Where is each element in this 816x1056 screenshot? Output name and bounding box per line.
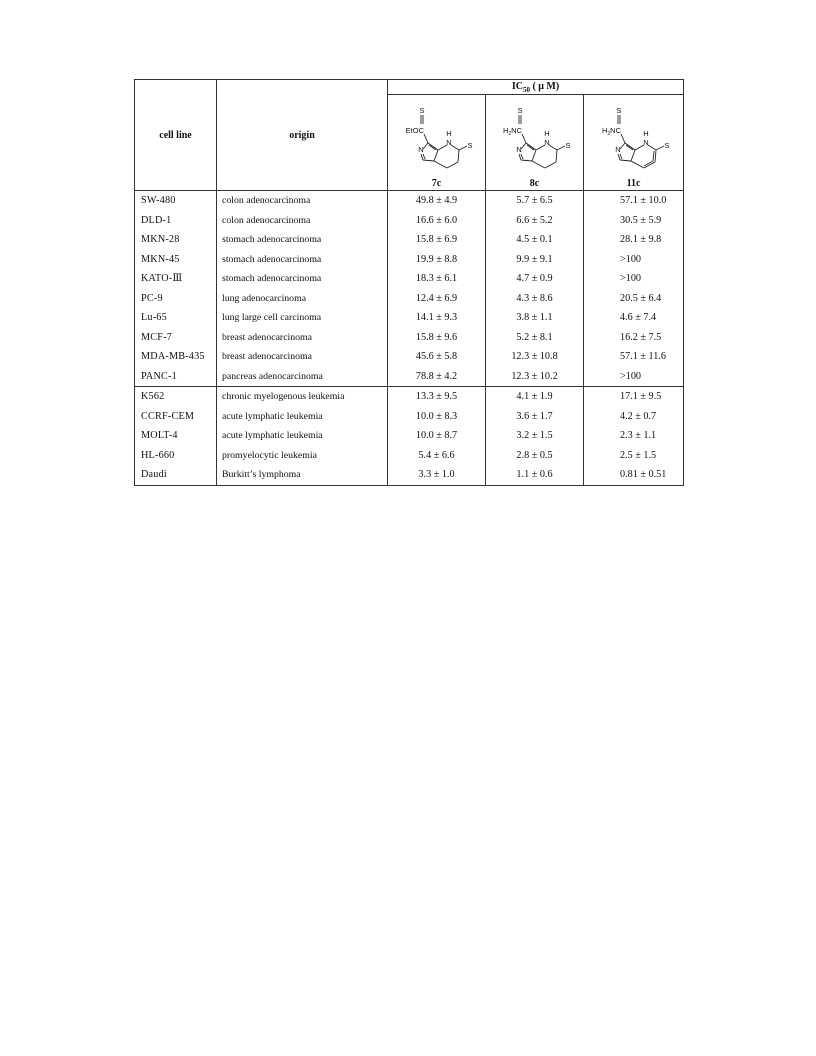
cell-line-name: MCF-7: [135, 328, 217, 348]
ic50-value-7c: 15.8 ± 9.6: [388, 328, 486, 348]
ring-double-bond: [653, 151, 654, 161]
cell-line-name: MKN-28: [135, 230, 217, 250]
ring-bond: [447, 162, 458, 168]
table-row: [135, 426, 684, 446]
cell-line-name: Lu-65: [135, 308, 217, 328]
ic50-value-7c: 45.6 ± 5.8: [388, 347, 486, 367]
cell-origin: stomach adenocarcinoma: [217, 250, 388, 270]
table-row: [135, 289, 684, 309]
amide-h-label: H: [543, 129, 550, 138]
ic50-value-7c: 3.3 ± 1.0: [388, 465, 486, 485]
ic50-value-8c: 12.3 ± 10.8: [486, 347, 584, 367]
compound-8c-structure: [495, 103, 575, 179]
cell-line-name: Daudi: [135, 465, 217, 485]
table-row: [135, 407, 684, 427]
ring-bond: [434, 161, 447, 168]
cell-origin: stomach adenocarcinoma: [217, 230, 388, 250]
ring-bond: [620, 160, 631, 161]
ring-bond: [631, 161, 644, 168]
ic50-value-8c: 9.9 ± 9.1: [486, 250, 584, 270]
ring-bond: [521, 143, 526, 149]
thio-sulfur-label: S: [516, 106, 523, 115]
cell-line-name: MDA-MB-435: [135, 347, 217, 367]
imidazole-n-label: N: [417, 145, 424, 154]
thio-sulfur-label: S: [418, 106, 425, 115]
ring-bond: [655, 150, 656, 162]
ic50-value-11c: >100: [584, 269, 684, 289]
ic50-value-11c: 20.5 ± 6.4: [584, 289, 684, 309]
cell-line-name: MKN-45: [135, 250, 217, 270]
ring-bond: [620, 143, 625, 149]
ring-double-bond: [620, 154, 622, 159]
ic50-value-8c: 4.1 ± 1.9: [486, 387, 584, 407]
ring-bond: [648, 145, 656, 150]
ic50-value-7c: 10.0 ± 8.3: [388, 407, 486, 427]
cell-origin: stomach adenocarcinoma: [217, 269, 388, 289]
ic50-value-7c: 15.8 ± 6.9: [388, 230, 486, 250]
ic50-value-8c: 6.6 ± 5.2: [486, 211, 584, 231]
structure-8c: [486, 95, 584, 180]
ring-sulfur-label: S: [664, 141, 670, 150]
thione-bond: [459, 146, 467, 150]
ic50-value-7c: 5.4 ± 6.6: [388, 446, 486, 466]
ic50-value-11c: 0.81 ± 0.51: [584, 465, 684, 485]
table-body: [135, 191, 684, 486]
ring-bond: [526, 143, 536, 150]
amide-h-label: H: [445, 129, 452, 138]
ring-bond: [421, 154, 423, 160]
table-row: [135, 367, 684, 387]
ic50-value-7c: 18.3 ± 6.1: [388, 269, 486, 289]
ic50-value-7c: 16.6 ± 6.0: [388, 211, 486, 231]
table-row: [135, 446, 684, 466]
ethoxy-carbon-label: EtOC: [405, 126, 424, 135]
table-row: [135, 347, 684, 367]
ic50-value-8c: 5.7 ± 6.5: [486, 191, 584, 211]
cell-origin: chronic myelogenous leukemia: [217, 387, 388, 407]
table-row: [135, 211, 684, 231]
compound-label-7c: 7c: [388, 179, 486, 191]
ic50-value-11c: >100: [584, 250, 684, 270]
cell-origin: promyelocytic leukemia: [217, 446, 388, 466]
cell-origin: Burkitt’s lymphoma: [217, 465, 388, 485]
table-row: [135, 250, 684, 270]
ring-sulfur-label: S: [466, 141, 473, 150]
ic50-value-11c: 16.2 ± 7.5: [584, 328, 684, 348]
cell-line-header: cell line: [135, 80, 217, 191]
structure-11c: [584, 95, 684, 180]
ic50-value-8c: 3.6 ± 1.7: [486, 407, 584, 427]
compound-label-11c: 11c: [584, 179, 684, 191]
compound-11c-structure: [594, 103, 674, 179]
cell-line-name: K562: [135, 387, 217, 407]
table-row: [135, 387, 684, 407]
ic50-value-7c: 12.4 ± 6.9: [388, 289, 486, 309]
ring-double-bond: [521, 154, 523, 159]
amide-n-label: N: [642, 138, 649, 147]
ic50-subscript: 50: [522, 85, 530, 94]
cell-line-name: HL-660: [135, 446, 217, 466]
table-row: [135, 269, 684, 289]
ic50-value-11c: 57.1 ± 10.0: [584, 191, 684, 211]
ring-bond: [545, 162, 556, 168]
table-row: [135, 465, 684, 485]
ic50-value-11c: 4.6 ± 7.4: [584, 308, 684, 328]
amide-h-label: H: [642, 129, 649, 138]
cell-origin: lung large cell carcinoma: [217, 308, 388, 328]
ring-bond: [458, 150, 459, 162]
ring-bond: [434, 150, 438, 161]
origin-header: origin: [217, 80, 388, 191]
imidazole-n-label: N: [515, 145, 522, 154]
compound-7c-structure: [397, 103, 477, 179]
ic50-unit: ( μ M): [532, 80, 560, 92]
cell-line-name: DLD-1: [135, 211, 217, 231]
table-row: [135, 308, 684, 328]
ic50-value-11c: 30.5 ± 5.9: [584, 211, 684, 231]
ic50-value-8c: 1.1 ± 0.6: [486, 465, 584, 485]
ic50-value-8c: 12.3 ± 10.2: [486, 367, 584, 387]
thione-bond: [656, 146, 664, 150]
ic50-value-8c: 2.8 ± 0.5: [486, 446, 584, 466]
cell-origin: breast adenocarcinoma: [217, 347, 388, 367]
ic50-value-7c: 19.9 ± 8.8: [388, 250, 486, 270]
imidazole-n-label: N: [614, 145, 621, 154]
ic50-value-11c: 57.1 ± 11.6: [584, 347, 684, 367]
ring-bond: [625, 143, 635, 150]
table-row: [135, 328, 684, 348]
ic50-value-11c: 4.2 ± 0.7: [584, 407, 684, 427]
ring-sulfur-label: S: [564, 141, 571, 150]
ring-bond: [521, 160, 532, 161]
ic50-value-7c: 10.0 ± 8.7: [388, 426, 486, 446]
thione-bond: [557, 146, 565, 150]
ring-bond: [428, 143, 438, 150]
structure-7c: [388, 95, 486, 180]
substituent-bond: [522, 134, 526, 143]
ic50-data-table: [134, 79, 684, 486]
ic50-value-11c: 17.1 ± 9.5: [584, 387, 684, 407]
amide-n-label: N: [543, 138, 550, 147]
ic50-value-11c: 2.3 ± 1.1: [584, 426, 684, 446]
ring-bond: [423, 160, 434, 161]
ring-bond: [519, 154, 521, 160]
ring-bond: [532, 150, 536, 161]
ring-bond: [556, 150, 557, 162]
cell-origin: colon adenocarcinoma: [217, 191, 388, 211]
table-row: [135, 230, 684, 250]
ring-double-bond: [423, 154, 425, 159]
cell-origin: pancreas adenocarcinoma: [217, 367, 388, 387]
ring-bond: [631, 150, 635, 161]
cell-origin: lung adenocarcinoma: [217, 289, 388, 309]
ic50-value-11c: 2.5 ± 1.5: [584, 446, 684, 466]
ic50-value-11c: >100: [584, 367, 684, 387]
cell-origin: acute lymphatic leukemia: [217, 426, 388, 446]
ic50-label: IC: [511, 80, 523, 92]
ic50-value-7c: 78.8 ± 4.2: [388, 367, 486, 387]
ic50-value-8c: 4.7 ± 0.9: [486, 269, 584, 289]
ring-bond: [549, 145, 557, 150]
ic50-value-7c: 14.1 ± 9.3: [388, 308, 486, 328]
cell-line-name: PC-9: [135, 289, 217, 309]
cell-origin: breast adenocarcinoma: [217, 328, 388, 348]
ic50-value-8c: 5.2 ± 8.1: [486, 328, 584, 348]
amino-carbon-label: $H_2NC$: [502, 126, 522, 137]
ic50-value-8c: 4.5 ± 0.1: [486, 230, 584, 250]
cell-line-name: CCRF-CEM: [135, 407, 217, 427]
ic50-value-8c: 3.8 ± 1.1: [486, 308, 584, 328]
ic50-value-8c: 4.3 ± 8.6: [486, 289, 584, 309]
ic50-value-7c: 13.3 ± 9.5: [388, 387, 486, 407]
cell-line-name: SW-480: [135, 191, 217, 211]
ic50-value-8c: 3.2 ± 1.5: [486, 426, 584, 446]
ic50-header: [388, 80, 684, 95]
ic50-value-11c: 28.1 ± 9.8: [584, 230, 684, 250]
cell-line-name: PANC-1: [135, 367, 217, 387]
ic50-value-7c: 49.8 ± 4.9: [388, 191, 486, 211]
ring-bond: [423, 143, 428, 149]
substituent-bond: [424, 134, 428, 143]
ring-bond: [618, 154, 620, 160]
cell-origin: colon adenocarcinoma: [217, 211, 388, 231]
substituent-bond: [621, 134, 625, 143]
thio-sulfur-label: S: [616, 106, 622, 115]
amino-carbon-label: $H_2NC$: [601, 126, 621, 137]
table-row: [135, 191, 684, 211]
compound-label-8c: 8c: [486, 179, 584, 191]
ring-bond: [532, 161, 545, 168]
amide-n-label: N: [445, 138, 452, 147]
cell-line-name: KATO-Ⅲ: [135, 269, 217, 289]
cell-origin: acute lymphatic leukemia: [217, 407, 388, 427]
cell-line-name: MOLT-4: [135, 426, 217, 446]
ring-bond: [451, 145, 459, 150]
